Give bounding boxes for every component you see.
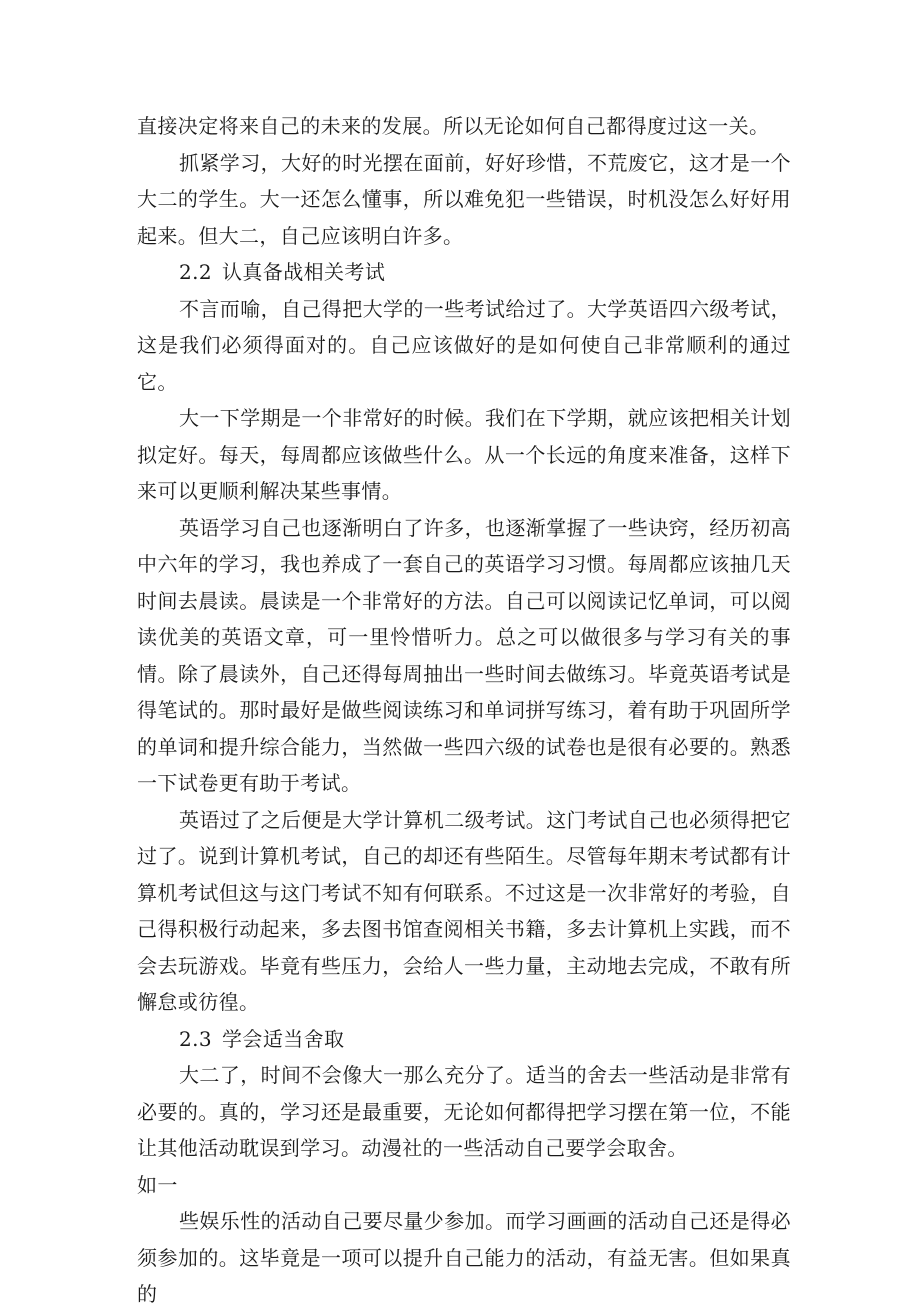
paragraph-8: 如一 bbox=[137, 1172, 178, 1197]
paragraph-3: 不言而喻，自己得把大学的一些考试给过了。大学英语四六级考试，这是我们必须得面对的。自己应该做好的是如何使自己非常顺利的通过它。 bbox=[137, 296, 791, 394]
section-number: 2.2 bbox=[179, 260, 213, 284]
paragraph-1: 直接决定将来自己的未来的发展。所以无论如何自己都得度过这一关。 bbox=[137, 114, 770, 138]
paragraph-5: 英语学习自己也逐渐明白了许多，也逐渐掌握了一些诀窍，经历初高中六年的学习，我也养成了一套自己的英语学习习惯。每周都应该抽几天时间去晨读。晨读是一个非常好的方法。自己可以阅读记忆单词，可以阅读优美的英语文章，可一里怜惜听力。总之可以做很多与学习有关的事情。除了晨读外，自己还得每周抽出一些时间去做练习。毕竟英语考试是得笔试的。那时最好是做些阅读练习和单词拼写练习，着有助于巩固所学的单词和提升综合能力，当然做一些四六级的试卷也是很有必要的。熟悉一下试卷更有助于考试。 bbox=[137, 515, 791, 795]
paragraph-4: 大一下学期是一个非常好的时候。我们在下学期，就应该把相关计划拟定好。每天，每周都应该做些什么。从一个长远的角度来准备，这样下来可以更顺利解决某些事情。 bbox=[137, 406, 791, 503]
section-heading-2-2 bbox=[137, 254, 791, 291]
section-title: 学会适当舍取 bbox=[222, 1026, 345, 1051]
paragraph-6: 英语过了之后便是大学计算机二级考试。这门考试自己也必须得把它过了。说到计算机考试，自己的却还有些陌生。尽管每年期末考试都有计算机考试但这与这门考试不知有何联系。不过这是一次非常好的考验，自己得积极行动起来，多去图书馆查阅相关书籍，多去计算机上实践，而不会去玩游戏。毕竟有些压力，会给人一些力量，主动地去完成，不敢有所懈怠或彷徨。 bbox=[137, 807, 791, 1014]
paragraph-2: 抓紧学习，大好的时光摆在面前，好好珍惜，不荒废它，这才是一个大二的学生。大一还怎么懂事，所以难免犯一些错误，时机没怎么好好用起来。但大二，自己应该明白许多。 bbox=[137, 150, 791, 248]
paragraph-9: 些娱乐性的活动自己要尽量少参加。而学习画画的活动自己还是得必须参加的。这毕竟是一项可以提升自己能力的活动，有益无害。但如果真的 bbox=[137, 1209, 791, 1306]
section-title: 认真备战相关考试 bbox=[222, 260, 386, 284]
paragraph-7: 大二了，时间不会像大一那么充分了。适当的舍去一些活动是非常有必要的。真的，学习还是最重要，无论如何都得把学习摆在第一位，不能让其他活动耽误到学习。动漫社的一些活动自己要学会取舍。 bbox=[137, 1063, 791, 1160]
document-body bbox=[137, 108, 791, 1313]
section-number: 2.3 bbox=[179, 1026, 213, 1051]
section-heading-2-3 bbox=[137, 1021, 791, 1058]
